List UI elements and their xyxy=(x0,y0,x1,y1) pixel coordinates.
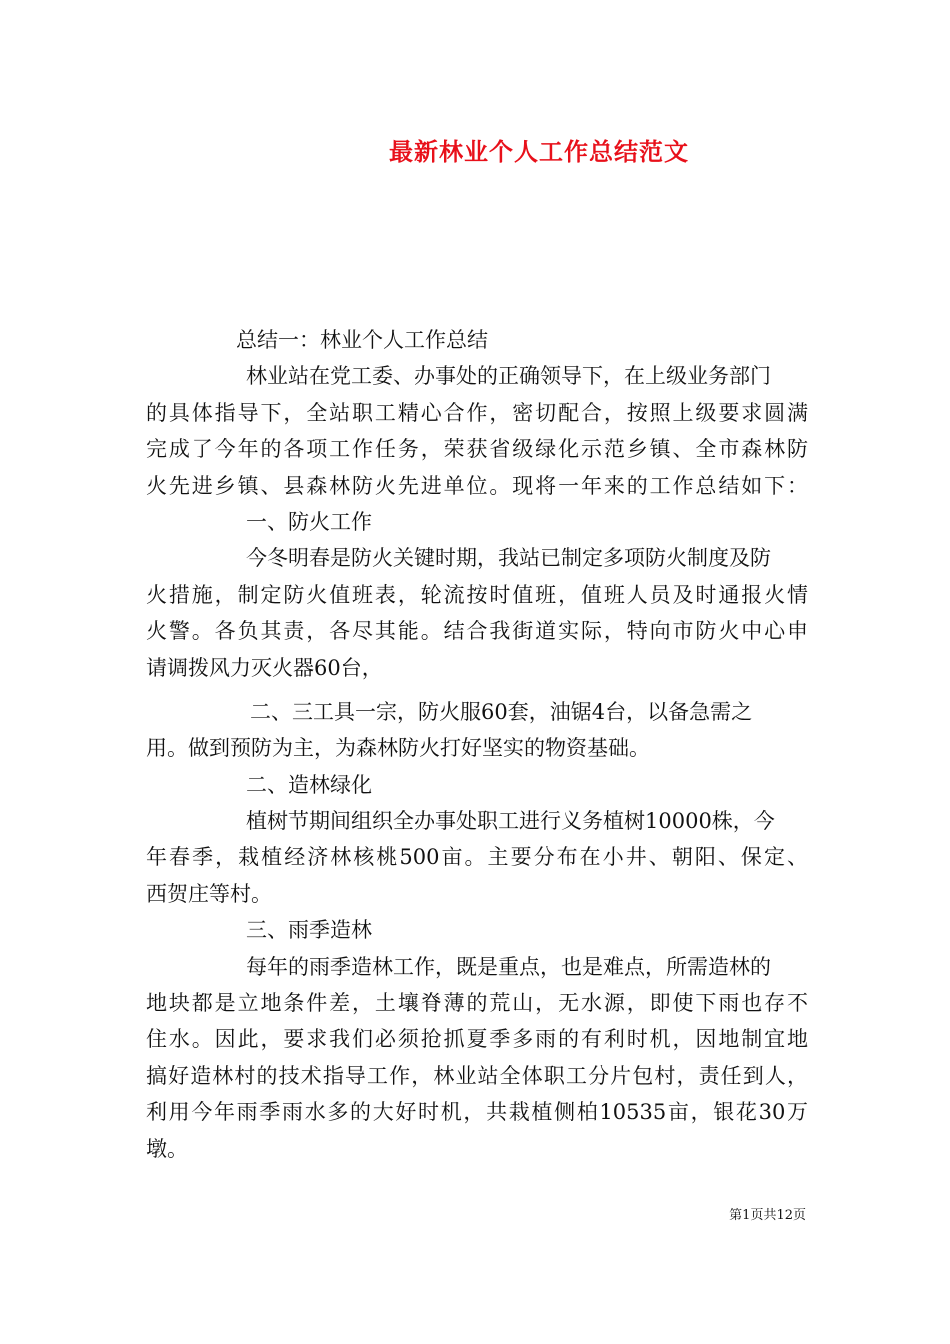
paragraph-line: 每年的雨季造林工作，既是重点，也是难点，所需造林的 xyxy=(246,954,771,979)
paragraph-line: 请调拨风力灭火器60台， xyxy=(146,655,383,680)
document-body xyxy=(146,322,808,1167)
paragraph-line: 二、三工具一宗，防火服60套，油锯4台，以备急需之 xyxy=(250,699,753,724)
document-title: 最新林业个人工作总结范文 xyxy=(389,137,689,166)
paragraph-line: 年春季，栽植经济林核桃500亩。主要分布在小井、朝阳、保定、 xyxy=(146,845,808,870)
section-heading: 一、防火工作 xyxy=(246,509,372,534)
paragraph-line: 墩。 xyxy=(146,1136,188,1161)
paragraph-line: 植树节期间组织全办事处职工进行义务植树10000株，今 xyxy=(246,809,775,834)
paragraph-line: 火警。各负其责，各尽其能。结合我街道实际，特向市防火中心申 xyxy=(146,619,808,644)
paragraph-line: 火措施，制定防火值班表，轮流按时值班，值班人员及时通报火情 xyxy=(146,582,808,607)
section-heading: 三、雨季造林 xyxy=(246,918,372,943)
paragraph-line: 住水。因此，要求我们必须抢抓夏季多雨的有利时机，因地制宜地 xyxy=(146,1027,808,1052)
paragraph-line: 火先进乡镇、县森林防火先进单位。现将一年来的工作总结如下： xyxy=(146,473,808,498)
paragraph-line: 西贺庄等村。 xyxy=(146,881,272,906)
paragraph-gap xyxy=(146,686,808,694)
paragraph-line: 林业站在党工委、办事处的正确领导下，在上级业务部门 xyxy=(246,364,771,389)
paragraph-line: 地块都是立地条件差，土壤脊薄的荒山，无水源，即使下雨也存不 xyxy=(146,991,808,1016)
paragraph-line: 搞好造林村的技术指导工作，林业站全体职工分片包村，责任到人， xyxy=(146,1063,808,1088)
paragraph-line: 的具体指导下，全站职工精心合作，密切配合，按照上级要求圆满 xyxy=(146,400,808,425)
section-heading: 二、造林绿化 xyxy=(246,772,372,797)
paragraph-line: 完成了今年的各项工作任务，荣获省级绿化示范乡镇、全市森林防 xyxy=(146,437,808,462)
paragraph-line: 利用今年雨季雨水多的大好时机，共栽植侧柏10535亩，银花30万 xyxy=(146,1100,808,1125)
section-heading: 总结一：林业个人工作总结 xyxy=(236,328,488,352)
paragraph-line: 今冬明春是防火关键时期，我站已制定多项防火制度及防 xyxy=(246,546,771,571)
page-number: 第1页共12页 xyxy=(729,1208,806,1223)
paragraph-line: 用。做到预防为主，为森林防火打好坚实的物资基础。 xyxy=(146,736,650,761)
